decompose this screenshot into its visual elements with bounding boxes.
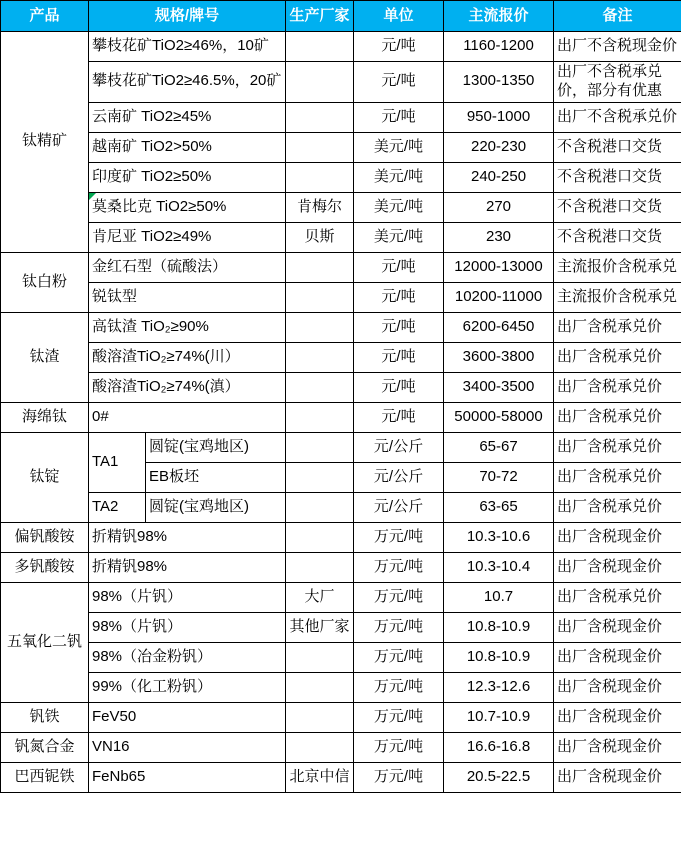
manufacturer-cell: 肯梅尔 bbox=[286, 192, 354, 222]
col-header-product: 产品 bbox=[1, 1, 89, 32]
col-header-unit: 单位 bbox=[354, 1, 444, 32]
product-cell: 巴西铌铁 bbox=[1, 762, 89, 792]
spec-cell: FeV50 bbox=[89, 702, 286, 732]
manufacturer-cell bbox=[286, 372, 354, 402]
note-cell: 出厂含税现金价 bbox=[554, 552, 681, 582]
unit-cell: 美元/吨 bbox=[354, 192, 444, 222]
spec-cell: 99%（化工粉钒） bbox=[89, 672, 286, 702]
unit-cell: 元/吨 bbox=[354, 372, 444, 402]
note-cell: 出厂含税承兑价 bbox=[554, 462, 681, 492]
col-header-spec: 规格/牌号 bbox=[89, 1, 286, 32]
product-cell: 钒氮合金 bbox=[1, 732, 89, 762]
spec-cell: 98%（片钒） bbox=[89, 582, 286, 612]
note-cell: 出厂含税承兑价 bbox=[554, 402, 681, 432]
manufacturer-cell bbox=[286, 522, 354, 552]
unit-cell: 元/吨 bbox=[354, 402, 444, 432]
price-cell: 16.6-16.8 bbox=[444, 732, 554, 762]
manufacturer-cell bbox=[286, 252, 354, 282]
note-cell: 出厂含税承兑价 bbox=[554, 372, 681, 402]
grade-cell: TA2 bbox=[89, 492, 146, 522]
price-cell: 10.3-10.6 bbox=[444, 522, 554, 552]
unit-cell: 万元/吨 bbox=[354, 522, 444, 552]
spec-cell: 肯尼亚 TiO2≥49% bbox=[89, 222, 286, 252]
price-cell: 240-250 bbox=[444, 162, 554, 192]
price-cell: 10.8-10.9 bbox=[444, 612, 554, 642]
unit-cell: 元/公斤 bbox=[354, 462, 444, 492]
unit-cell: 元/公斤 bbox=[354, 492, 444, 522]
manufacturer-cell: 其他厂家 bbox=[286, 612, 354, 642]
manufacturer-cell bbox=[286, 102, 354, 132]
table-row bbox=[1, 312, 681, 342]
grade-cell: TA1 bbox=[89, 432, 146, 492]
table-row bbox=[1, 552, 681, 582]
unit-cell: 万元/吨 bbox=[354, 582, 444, 612]
unit-cell: 元/吨 bbox=[354, 282, 444, 312]
note-cell: 出厂含税现金价 bbox=[554, 702, 681, 732]
col-header-note: 备注 bbox=[554, 1, 681, 32]
note-cell: 出厂含税现金价 bbox=[554, 672, 681, 702]
unit-cell: 元/公斤 bbox=[354, 432, 444, 462]
spec-cell: 98%（冶金粉钒） bbox=[89, 642, 286, 672]
spec-cell: 酸溶渣TiO₂≥74%(川） bbox=[89, 342, 286, 372]
unit-cell: 元/吨 bbox=[354, 342, 444, 372]
price-cell: 12.3-12.6 bbox=[444, 672, 554, 702]
price-cell: 3600-3800 bbox=[444, 342, 554, 372]
price-cell: 950-1000 bbox=[444, 102, 554, 132]
manufacturer-cell bbox=[286, 672, 354, 702]
price-cell: 10.7 bbox=[444, 582, 554, 612]
price-cell: 1160-1200 bbox=[444, 32, 554, 62]
table-row bbox=[1, 522, 681, 552]
table-row bbox=[1, 32, 681, 62]
manufacturer-cell bbox=[286, 62, 354, 103]
price-cell: 6200-6450 bbox=[444, 312, 554, 342]
manufacturer-cell bbox=[286, 162, 354, 192]
note-cell: 出厂含税现金价 bbox=[554, 612, 681, 642]
price-cell: 12000-13000 bbox=[444, 252, 554, 282]
spec-cell bbox=[89, 192, 286, 222]
table-row bbox=[1, 252, 681, 282]
product-cell: 钒铁 bbox=[1, 702, 89, 732]
price-cell: 10.8-10.9 bbox=[444, 642, 554, 672]
unit-cell: 美元/吨 bbox=[354, 222, 444, 252]
table-row bbox=[1, 282, 681, 312]
comment-indicator-icon bbox=[89, 193, 96, 200]
unit-cell: 万元/吨 bbox=[354, 552, 444, 582]
table-row bbox=[1, 402, 681, 432]
manufacturer-cell bbox=[286, 702, 354, 732]
price-cell: 10.7-10.9 bbox=[444, 702, 554, 732]
manufacturer-cell: 大厂 bbox=[286, 582, 354, 612]
product-cell: 海绵钛 bbox=[1, 402, 89, 432]
table-row bbox=[1, 762, 681, 792]
note-cell: 出厂含税现金价 bbox=[554, 642, 681, 672]
manufacturer-cell bbox=[286, 32, 354, 62]
spec-cell: 高钛渣 TiO₂≥90% bbox=[89, 312, 286, 342]
spec-cell: 折精钒98% bbox=[89, 552, 286, 582]
price-cell: 10200-11000 bbox=[444, 282, 554, 312]
spec-cell: 圆锭(宝鸡地区) bbox=[146, 492, 286, 522]
col-header-manufacturer: 生产厂家 bbox=[286, 1, 354, 32]
spec-cell: VN16 bbox=[89, 732, 286, 762]
price-cell: 270 bbox=[444, 192, 554, 222]
product-cell: 五氧化二钒 bbox=[1, 582, 89, 702]
table-row bbox=[1, 132, 681, 162]
note-cell: 出厂含税承兑价 bbox=[554, 582, 681, 612]
price-cell: 50000-58000 bbox=[444, 402, 554, 432]
spec-cell: 酸溶渣TiO₂≥74%(滇） bbox=[89, 372, 286, 402]
manufacturer-cell bbox=[286, 492, 354, 522]
price-cell: 3400-3500 bbox=[444, 372, 554, 402]
price-cell: 220-230 bbox=[444, 132, 554, 162]
unit-cell: 元/吨 bbox=[354, 62, 444, 103]
unit-cell: 万元/吨 bbox=[354, 672, 444, 702]
product-cell: 偏钒酸铵 bbox=[1, 522, 89, 552]
price-cell: 20.5-22.5 bbox=[444, 762, 554, 792]
unit-cell: 元/吨 bbox=[354, 252, 444, 282]
table-row bbox=[1, 192, 681, 222]
spec-cell: EB板坯 bbox=[146, 462, 286, 492]
note-cell: 出厂含税现金价 bbox=[554, 522, 681, 552]
table-row bbox=[1, 702, 681, 732]
unit-cell: 万元/吨 bbox=[354, 762, 444, 792]
unit-cell: 美元/吨 bbox=[354, 132, 444, 162]
unit-cell: 万元/吨 bbox=[354, 702, 444, 732]
manufacturer-cell bbox=[286, 132, 354, 162]
table-row bbox=[1, 492, 681, 522]
manufacturer-cell: 贝斯 bbox=[286, 222, 354, 252]
note-cell: 出厂含税承兑价 bbox=[554, 432, 681, 462]
table-row bbox=[1, 102, 681, 132]
price-cell: 65-67 bbox=[444, 432, 554, 462]
unit-cell: 元/吨 bbox=[354, 312, 444, 342]
table-row bbox=[1, 342, 681, 372]
note-cell: 主流报价含税承兑 bbox=[554, 282, 681, 312]
table-row bbox=[1, 162, 681, 192]
manufacturer-cell bbox=[286, 342, 354, 372]
manufacturer-cell bbox=[286, 282, 354, 312]
spec-cell: 锐钛型 bbox=[89, 282, 286, 312]
note-cell: 出厂含税现金价 bbox=[554, 732, 681, 762]
product-cell: 多钒酸铵 bbox=[1, 552, 89, 582]
manufacturer-cell bbox=[286, 432, 354, 462]
spec-cell: 云南矿 TiO2≥45% bbox=[89, 102, 286, 132]
manufacturer-cell bbox=[286, 732, 354, 762]
note-cell: 出厂不含税承兑价 bbox=[554, 102, 681, 132]
manufacturer-cell bbox=[286, 642, 354, 672]
note-cell: 不含税港口交货 bbox=[554, 162, 681, 192]
product-cell: 钛锭 bbox=[1, 432, 89, 522]
note-cell: 主流报价含税承兑 bbox=[554, 252, 681, 282]
spec-cell: 98%（片钒） bbox=[89, 612, 286, 642]
product-cell: 钛渣 bbox=[1, 312, 89, 402]
note-cell: 不含税港口交货 bbox=[554, 192, 681, 222]
spec-cell: 折精钒98% bbox=[89, 522, 286, 552]
price-cell: 1300-1350 bbox=[444, 62, 554, 103]
table-row bbox=[1, 62, 681, 103]
spec-cell: 金红石型（硫酸法） bbox=[89, 252, 286, 282]
note-cell: 出厂不含税承兑价，部分有优惠 bbox=[554, 62, 681, 103]
spec-cell: 攀枝花矿TiO2≥46.5%，20矿 bbox=[89, 62, 286, 103]
product-cell: 钛白粉 bbox=[1, 252, 89, 312]
spec-cell: 0# bbox=[89, 402, 286, 432]
table-row bbox=[1, 372, 681, 402]
spec-cell: FeNb65 bbox=[89, 762, 286, 792]
manufacturer-cell bbox=[286, 402, 354, 432]
price-cell: 10.3-10.4 bbox=[444, 552, 554, 582]
table-row bbox=[1, 582, 681, 612]
note-cell: 出厂含税现金价 bbox=[554, 762, 681, 792]
note-cell: 出厂含税承兑价 bbox=[554, 312, 681, 342]
note-cell: 不含税港口交货 bbox=[554, 132, 681, 162]
table-row bbox=[1, 642, 681, 672]
note-cell: 出厂不含税现金价 bbox=[554, 32, 681, 62]
table-row bbox=[1, 432, 681, 462]
table-row bbox=[1, 222, 681, 252]
price-cell: 230 bbox=[444, 222, 554, 252]
spec-cell: 印度矿 TiO2≥50% bbox=[89, 162, 286, 192]
price-cell: 70-72 bbox=[444, 462, 554, 492]
spec-text: 莫桑比克 TiO2≥50% bbox=[92, 197, 227, 215]
spec-cell: 攀枝花矿TiO2≥46%，10矿 bbox=[89, 32, 286, 62]
spec-cell: 圆锭(宝鸡地区) bbox=[146, 432, 286, 462]
table-row bbox=[1, 612, 681, 642]
spec-cell: 越南矿 TiO2>50% bbox=[89, 132, 286, 162]
header-row bbox=[1, 1, 681, 32]
product-cell: 钛精矿 bbox=[1, 32, 89, 253]
manufacturer-cell bbox=[286, 462, 354, 492]
unit-cell: 万元/吨 bbox=[354, 732, 444, 762]
note-cell: 出厂含税承兑价 bbox=[554, 492, 681, 522]
unit-cell: 元/吨 bbox=[354, 102, 444, 132]
table-row bbox=[1, 732, 681, 762]
manufacturer-cell bbox=[286, 312, 354, 342]
table-row bbox=[1, 672, 681, 702]
price-cell: 63-65 bbox=[444, 492, 554, 522]
unit-cell: 美元/吨 bbox=[354, 162, 444, 192]
note-cell: 出厂含税承兑价 bbox=[554, 342, 681, 372]
note-cell: 不含税港口交货 bbox=[554, 222, 681, 252]
col-header-price: 主流报价 bbox=[444, 1, 554, 32]
manufacturer-cell: 北京中信 bbox=[286, 762, 354, 792]
unit-cell: 万元/吨 bbox=[354, 642, 444, 672]
unit-cell: 元/吨 bbox=[354, 32, 444, 62]
unit-cell: 万元/吨 bbox=[354, 612, 444, 642]
manufacturer-cell bbox=[286, 552, 354, 582]
